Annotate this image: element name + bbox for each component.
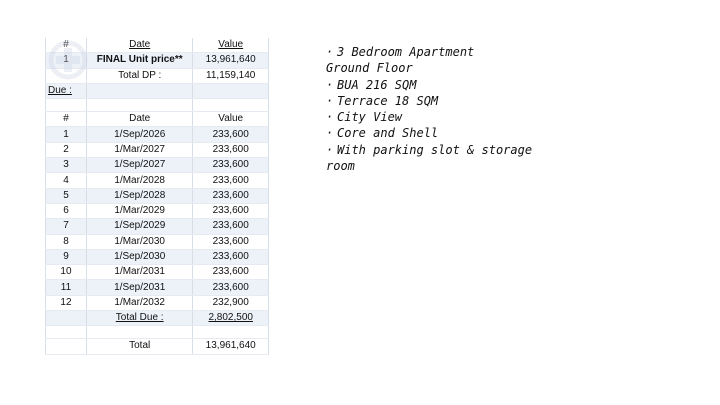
- bullet-icon: ·: [326, 93, 334, 108]
- total-dp-row: [46, 68, 269, 83]
- property-notes: [326, 44, 646, 174]
- table-row: [46, 219, 269, 234]
- installment-date: 1/Sep/2028: [86, 188, 192, 203]
- bullet-icon: ·: [326, 45, 334, 59]
- bullet-icon: ·: [326, 77, 334, 92]
- spacer-row: [46, 326, 269, 339]
- installment-index: 2: [46, 142, 87, 157]
- installment-index: 11: [46, 280, 87, 295]
- schedule-date-header: Date: [86, 112, 192, 127]
- schedule-value-header: Value: [193, 112, 269, 127]
- note-parking: · With parking slot & storage: [326, 142, 533, 157]
- installment-index: 8: [46, 234, 87, 249]
- schedule-hash-header: #: [46, 112, 87, 127]
- installment-date: 1/Sep/2027: [86, 158, 192, 173]
- total-value: 13,961,640: [193, 339, 269, 354]
- installment-index: 3: [46, 158, 87, 173]
- installment-index: 7: [46, 219, 87, 234]
- table-row: [46, 203, 269, 218]
- final-price-label: FINAL Unit price**: [86, 53, 192, 68]
- installment-date: 1/Mar/2029: [86, 203, 192, 218]
- bullet-icon: ·: [326, 142, 334, 157]
- installment-index: 6: [46, 203, 87, 218]
- header-row: [46, 38, 269, 53]
- table-row: [46, 142, 269, 157]
- installment-date: 1/Mar/2028: [86, 173, 192, 188]
- due-row: [46, 83, 269, 98]
- installment-value: 232,900: [193, 295, 269, 310]
- installment-value: 233,600: [193, 280, 269, 295]
- note-finishing: · Core and Shell: [326, 126, 439, 141]
- total-due-row: [46, 311, 269, 326]
- spacer-row: [46, 99, 269, 112]
- value-header: Value: [193, 38, 269, 53]
- table-row: [46, 127, 269, 142]
- note-terrace: · Terrace 18 SQM: [326, 93, 439, 108]
- installment-date: 1/Mar/2027: [86, 142, 192, 157]
- installment-value: 233,600: [193, 158, 269, 173]
- installment-date: 1/Sep/2030: [86, 249, 192, 264]
- installment-index: 4: [46, 173, 87, 188]
- installment-date: 1/Sep/2026: [86, 127, 192, 142]
- total-dp-value: 11,159,140: [193, 68, 269, 83]
- table-row: [46, 280, 269, 295]
- note-floor: Ground Floor: [326, 61, 413, 76]
- row-index: 1: [46, 53, 87, 68]
- final-price-row: [46, 53, 269, 68]
- bullet-icon: ·: [326, 126, 334, 141]
- table-row: [46, 265, 269, 280]
- bullet-icon: ·: [326, 110, 334, 125]
- installment-index: 12: [46, 295, 87, 310]
- installment-value: 233,600: [193, 219, 269, 234]
- table-row: [46, 249, 269, 264]
- total-due-label: Total Due :: [86, 311, 192, 326]
- installment-value: 233,600: [193, 203, 269, 218]
- note-parking-cont: room: [326, 159, 355, 174]
- table-row: [46, 173, 269, 188]
- installment-date: 1/Mar/2032: [86, 295, 192, 310]
- installment-value: 233,600: [193, 127, 269, 142]
- installment-value: 233,600: [193, 234, 269, 249]
- hash-header: #: [46, 38, 87, 53]
- total-dp-label: Total DP :: [86, 68, 192, 83]
- installment-value: 233,600: [193, 265, 269, 280]
- final-price-value: 13,961,640: [193, 53, 269, 68]
- table-row: [46, 295, 269, 310]
- total-due-value: 2,802,500: [193, 311, 269, 326]
- due-label: Due :: [46, 83, 87, 98]
- installment-value: 233,600: [193, 173, 269, 188]
- installment-date: 1/Mar/2030: [86, 234, 192, 249]
- grand-total-row: [46, 339, 269, 354]
- table-row: [46, 158, 269, 173]
- installment-index: 10: [46, 265, 87, 280]
- installment-value: 233,600: [193, 249, 269, 264]
- installment-index: 1: [46, 127, 87, 142]
- note-bedrooms: · 3 Bedroom Apartment: [326, 45, 475, 59]
- installment-index: 9: [46, 249, 87, 264]
- installment-date: 1/Sep/2029: [86, 219, 192, 234]
- installment-date: 1/Sep/2031: [86, 280, 192, 295]
- note-view: · City View: [326, 110, 403, 125]
- installment-value: 233,600: [193, 188, 269, 203]
- schedule-header-row: [46, 112, 269, 127]
- installment-index: 5: [46, 188, 87, 203]
- payment-table: [45, 38, 269, 355]
- installment-value: 233,600: [193, 142, 269, 157]
- table-row: [46, 234, 269, 249]
- installment-date: 1/Mar/2031: [86, 265, 192, 280]
- total-label: Total: [86, 339, 192, 354]
- note-bua: · BUA 216 SQM: [326, 77, 417, 92]
- date-header: Date: [86, 38, 192, 53]
- table-row: [46, 188, 269, 203]
